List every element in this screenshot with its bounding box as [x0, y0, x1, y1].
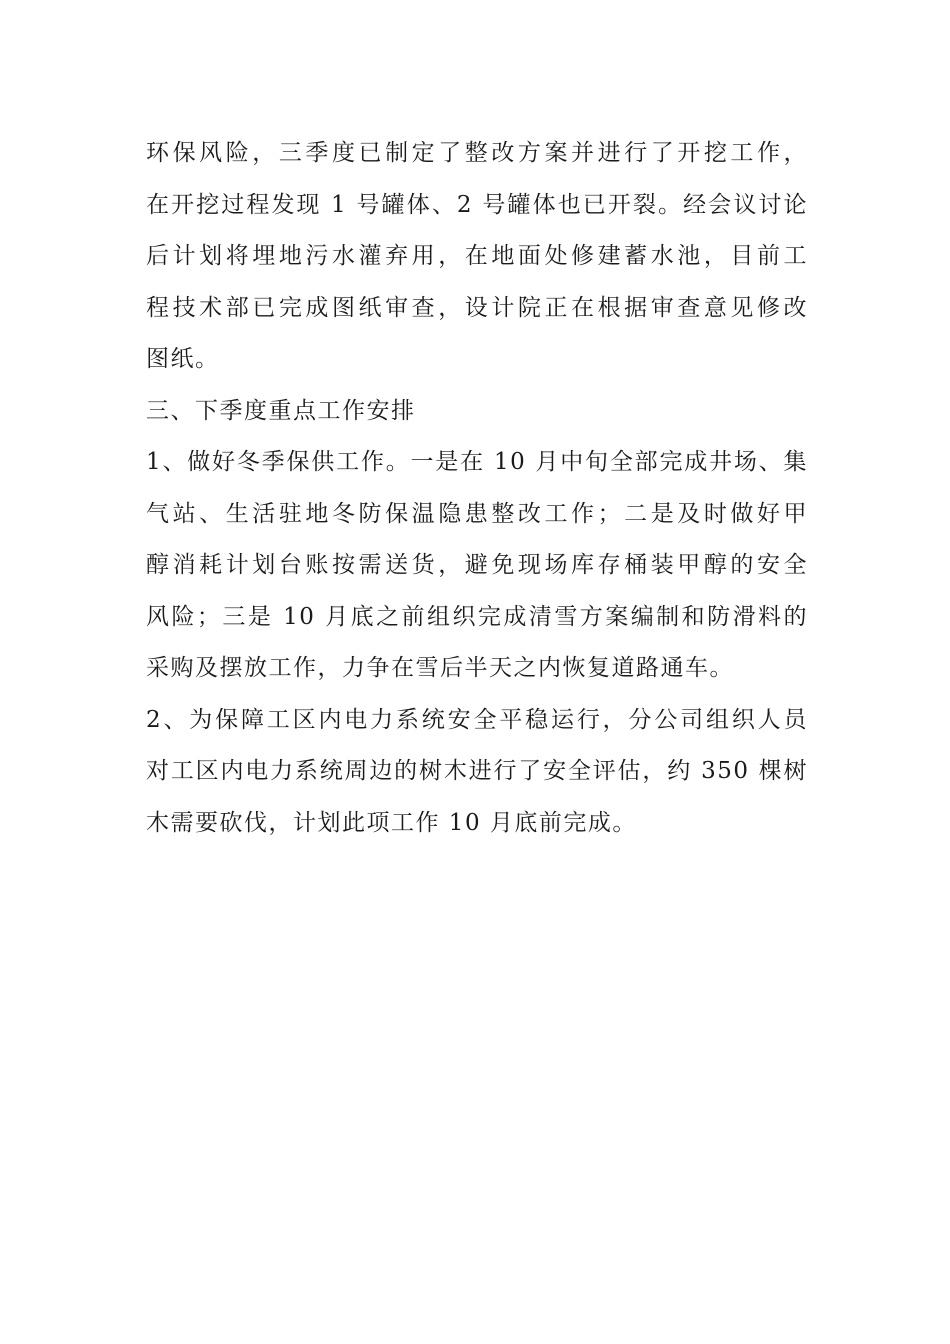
text-line: 在开挖过程发现 1 号罐体、2 号罐体也已开裂。经会议讨论 — [146, 191, 808, 218]
text-line: 采购及摆放工作，力争在雪后半天之内恢复道路通车。 — [146, 655, 734, 681]
text-line: 图纸。 — [146, 346, 220, 372]
text-line: 醇消耗计划台账按需送货，避免现场库存桶装甲醇的安全 — [146, 552, 808, 578]
text-line: 2、为保障工区内电力系统安全平稳运行，分公司组织人员 — [146, 706, 808, 733]
text-line: 气站、生活驻地冬防保温隐患整改工作；二是及时做好甲 — [146, 500, 808, 527]
text-line: 风险；三是 10 月底之前组织完成清雪方案编制和防滑料的 — [146, 603, 808, 630]
text-line: 对工区内电力系统周边的树木进行了安全评估，约 350 棵树 — [146, 758, 808, 784]
document-body — [146, 128, 808, 849]
text-line: 后计划将埋地污水灌弃用，在地面处修建蓄水池，目前工 — [146, 243, 808, 269]
section-heading: 三、下季度重点工作安排 — [146, 397, 416, 424]
text-line: 木需要砍伐，计划此项工作 10 月底前完成。 — [146, 809, 637, 836]
text-line: 程技术部已完成图纸审查，设计院正在根据审查意见修改 — [146, 294, 808, 321]
text-line: 1、做好冬季保供工作。一是在 10 月中旬全部完成井场、集 — [146, 449, 808, 475]
text-line: 环保风险，三季度已制定了整改方案并进行了开挖工作， — [146, 140, 808, 166]
